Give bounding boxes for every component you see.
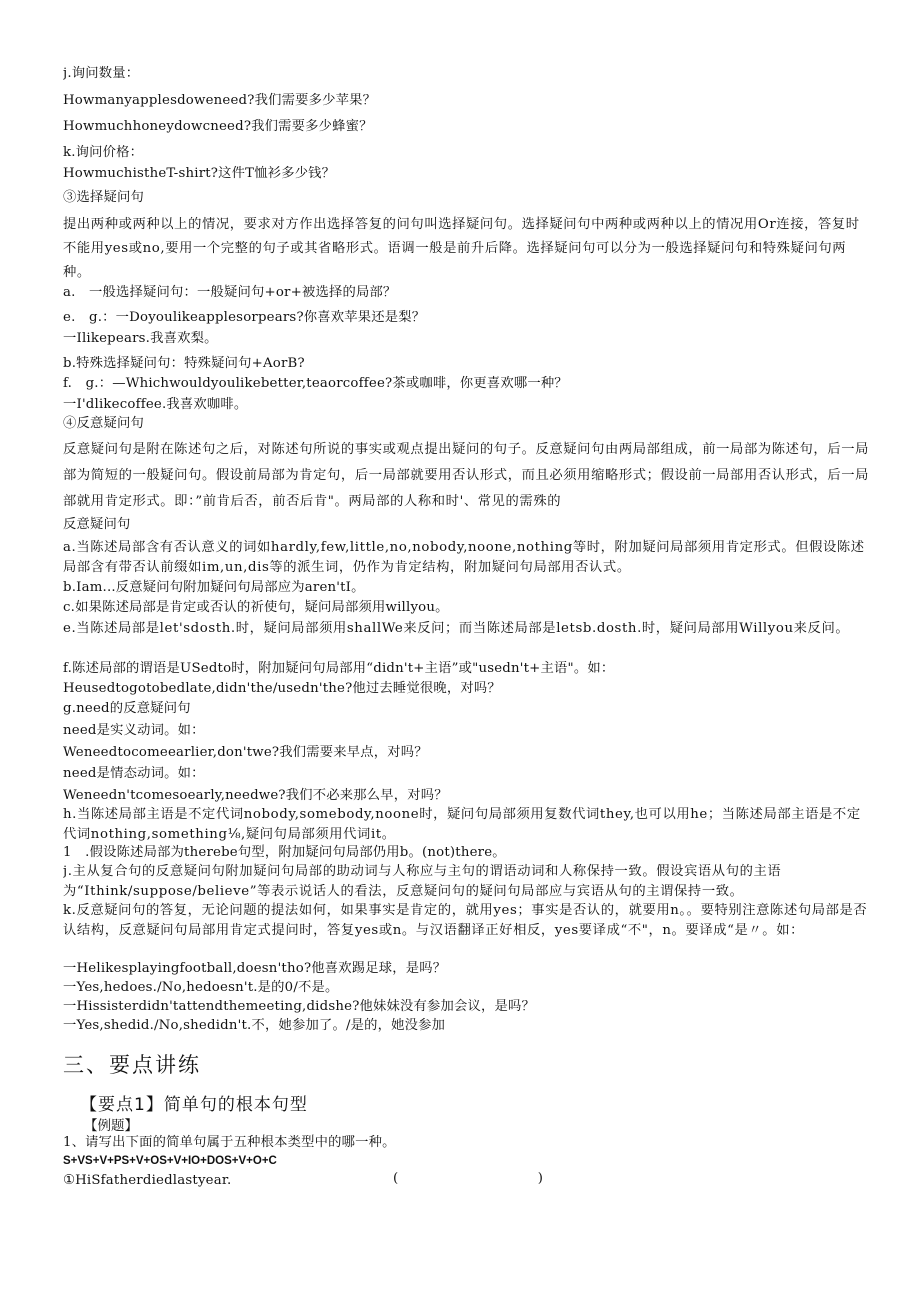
point-title: 【要点1】简单句的根本句型 — [80, 1095, 308, 1115]
text-line: b.特殊选择疑问句：特殊疑问句+AorB? — [63, 356, 305, 371]
sentence-types: S+VS+V+PS+V+OS+V+IO+DOS+V+O+C — [63, 1155, 277, 1167]
answer-blank[interactable] — [393, 1171, 543, 1186]
paragraph-k: k.反意疑问句的答复，无论问题的提法如何，如果事实是肯定的，就用yes；事实是否认的，就要用n。。要特别注意陈述句局部是否认结构，反意疑问句局部用肯定式提问时，答复yes或n。与汉语翻译正好相反，yes要译成“不"，n。要译成“是〃。如： — [63, 903, 868, 938]
paren-close: ) — [537, 1171, 543, 1186]
example-label: 【例题】 — [84, 1118, 138, 1134]
text-line: 反意疑问句 — [63, 517, 131, 532]
text-line: 一I'dlikecoffee.我喜欢咖啡。 — [63, 397, 248, 412]
text-line: 一Helikesplayingfootball,doesn'tho?他喜欢踢足球，是吗？ — [63, 961, 447, 976]
text-line: HowmuchistheT-shirt?这件T恤衫多少钱？ — [63, 166, 336, 181]
text-line: g.need的反意疑问句 — [63, 701, 191, 716]
text-line: a. 一般选择疑问句：一般疑问句+or+被选择的局部？ — [63, 285, 397, 300]
text-line: j.询问数量： — [63, 66, 140, 81]
question-text: 1、请写出下面的简单句属于五种根本类型中的哪一种。 — [63, 1135, 396, 1150]
paragraph-choice: 提出两种或两种以上的情况，要求对方作出选择答复的问句叫选择疑问句。选择疑问句中两种或两种以上的情况用Or连接，答复时不能用yes或no,要用一个完整的句子或其省略形式。语调一般是前升后降。选择疑问句可以分为一般选择疑问句和特殊疑问句两种。 — [63, 217, 860, 280]
text-line: f.陈述局部的谓语是USedto时，附加疑问句局部用“didn't+主语”或"usedn't+主语"。如： — [63, 661, 615, 676]
paragraph-h: h.当陈述局部主语是不定代词nobody,somebody,noone时，疑问句局部须用复数代词they,也可以用he；当陈述局部主语是不定代词nothing,something⅛,疑问句局部须用代词it。 — [63, 807, 861, 842]
text-line: need是情态动词。如： — [63, 766, 205, 781]
text-line: ③选择疑问句 — [63, 190, 144, 205]
text-line: 一Yes,hedoes./No,hedoesn't.是的0/不是。 — [63, 980, 339, 995]
text-line: b.Iam...反意疑问句附加疑问句局部应为aren'tI。 — [63, 580, 365, 595]
text-line: 一Yes,shedid./No,shedidn't.不，她参加了。/是的，她没参加 — [63, 1018, 446, 1033]
text-line: k.询问价格： — [63, 145, 144, 160]
section-heading: 三、要点讲练 — [63, 1053, 201, 1077]
text-line: 1 .假设陈述局部为therebe句型，附加疑问句局部仍用b。(not)there。 — [63, 845, 506, 860]
text-line: ④反意疑问句 — [63, 416, 144, 431]
text-line: Howmuchhoneydowcneed?我们需要多少蜂蜜？ — [63, 119, 373, 134]
paragraph-tag: 反意疑问句是附在陈述句之后，对陈述句所说的事实或观点提出疑问的句子。反意疑问句由两局部组成，前一局部为陈述句，后一局部为简短的一般疑问句。假设前局部为肯定句，后一局部就要用否认形式，而且必须用缩略形式；假设前一局部用否认形式，后一局部就用肯定形式。即：”前肯后否，前否后肯"。两局部的人称和时'、常见的需殊的 — [63, 442, 870, 509]
paragraph-a: a.当陈述局部含有否认意义的词如hardly,few,little,no,nobody,noone,nothing等时，附加疑问局部须用肯定形式。但假设陈述局部含有带否认前缀如im,un,dis等的派生词，仍作为肯定结构，附加疑问句局部用否认式。 — [63, 540, 865, 575]
paragraph-e: e.当陈述局部是let'sdosth.时，疑问局部须用shallWe来反问；而当陈述局部是letsb.dosth.时，疑问局部用Willyou来反问。 — [63, 621, 850, 636]
text-line: c.如果陈述局部是肯定或否认的祈使句，疑问局部须用willyou。 — [63, 600, 449, 615]
text-line: Heusedtogotobedlate,didn'the/usedn'the?他过去睡觉很晚，对吗？ — [63, 681, 501, 696]
paren-open: ( — [393, 1171, 399, 1186]
text-line: e. g.：一Doyoulikeapplesorpears?你喜欢苹果还是梨？ — [63, 310, 426, 325]
text-line: Weneedtocomeearlier,don'twe?我们需要来早点，对吗？ — [63, 745, 428, 760]
paragraph-j: j.主从复合句的反意疑问句附加疑问句局部的助动词与人称应与主句的谓语动词和人称保持一致。假设宾语从句的主语为“Ithink/suppose/believe”等表示说话人的看法，反意疑问句的疑问句局部应与宾语从句的主谓保持一致。 — [63, 864, 782, 899]
text-line: Weneedn'tcomesoearly,needwe?我们不必来那么早，对吗？ — [63, 788, 448, 803]
text-line: Howmanyapplesdoweneed?我们需要多少苹果？ — [63, 93, 377, 108]
example-item-1: ①HiSfatherdiedlastyear. — [63, 1173, 232, 1188]
text-line: f. g.：—Whichwouldyoulikebetter,teaorcoffee?茶或咖啡，你更喜欢哪一种？ — [63, 376, 568, 391]
text-line: 一Ilikepears.我喜欢梨。 — [63, 331, 218, 346]
text-line: need是实义动词。如： — [63, 723, 205, 738]
text-line: 一Hissisterdidn'tattendthemeeting,didshe?他妹妹没有参加会议，是吗？ — [63, 999, 535, 1014]
